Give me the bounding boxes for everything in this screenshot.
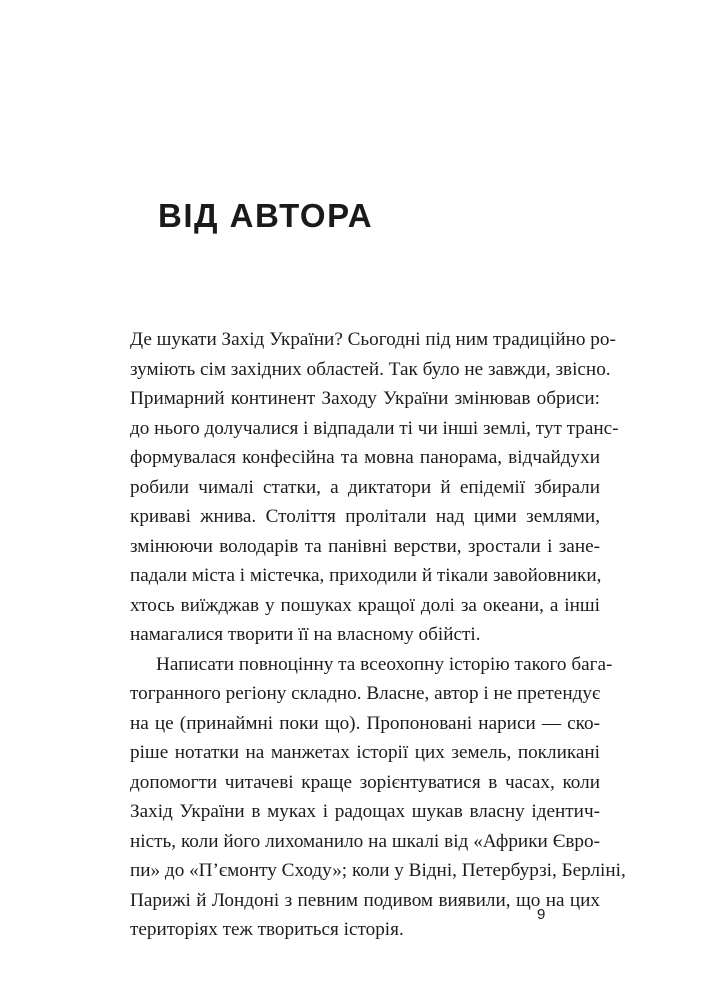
paragraph-2 [130,650,626,945]
text-line: допомогти читачеві краще зорієнтуватися в часах, коли [130,771,600,793]
text-line: робили чималі статки, а диктатори й епідемії збирали [130,476,600,498]
text-line: Примарний континент Заходу України змінював обриси: [130,388,600,409]
text-line: хтось виїжджав у пошуках кращої долі за океани, а інші [130,594,600,616]
text-line: Захід України в муках і радощах шукав власну ідентич- [130,801,600,822]
text-line: криваві жнива. Століття пролітали над цими землями, [130,506,600,527]
text-line: територіях теж твориться історія. [130,919,404,940]
text-line: ність, коли його лихоманило на шкалі від «Африки Євро- [130,830,600,852]
text-line: пи» до «П’ємонту Сходу»; коли у Відні, Петербурзі, Берліні, [130,860,626,881]
text-line: тогранного регіону складно. Власне, автор і не претендує [130,683,601,704]
chapter-title: ВІД АВТОРА [158,197,374,234]
text-line: падали міста і містечка, приходили й тікали завойовники, [130,565,602,586]
text-line: Де шукати Захід України? Сьогодні під ним традиційно ро- [130,329,616,350]
text-line: Написати повноцінну та всеохопну історію такого бага- [156,653,613,675]
text-line: зуміють сім західних областей. Так було не завжди, звісно. [130,358,611,380]
text-line: намагалися творити її на власному обійсті. [130,624,481,645]
paragraph-1 [130,325,619,650]
text-line: до нього долучалися і відпадали ті чи інші землі, тут транс- [130,417,619,439]
text-line: ріше нотатки на манжетах історії цих земель, покликані [130,742,600,763]
text-line: змінюючи володарів та панівні верстви, зростали і зане- [130,535,600,557]
body-text [130,325,626,945]
text-line: на це (принаймні поки що). Пропоновані нариси — ско- [130,712,600,734]
text-line: Парижі й Лондоні з певним подивом виявили, що на цих [130,889,600,911]
page-number: 9 [537,906,546,923]
text-line: формувалася конфесійна та мовна панорама, відчайдухи [130,447,600,468]
